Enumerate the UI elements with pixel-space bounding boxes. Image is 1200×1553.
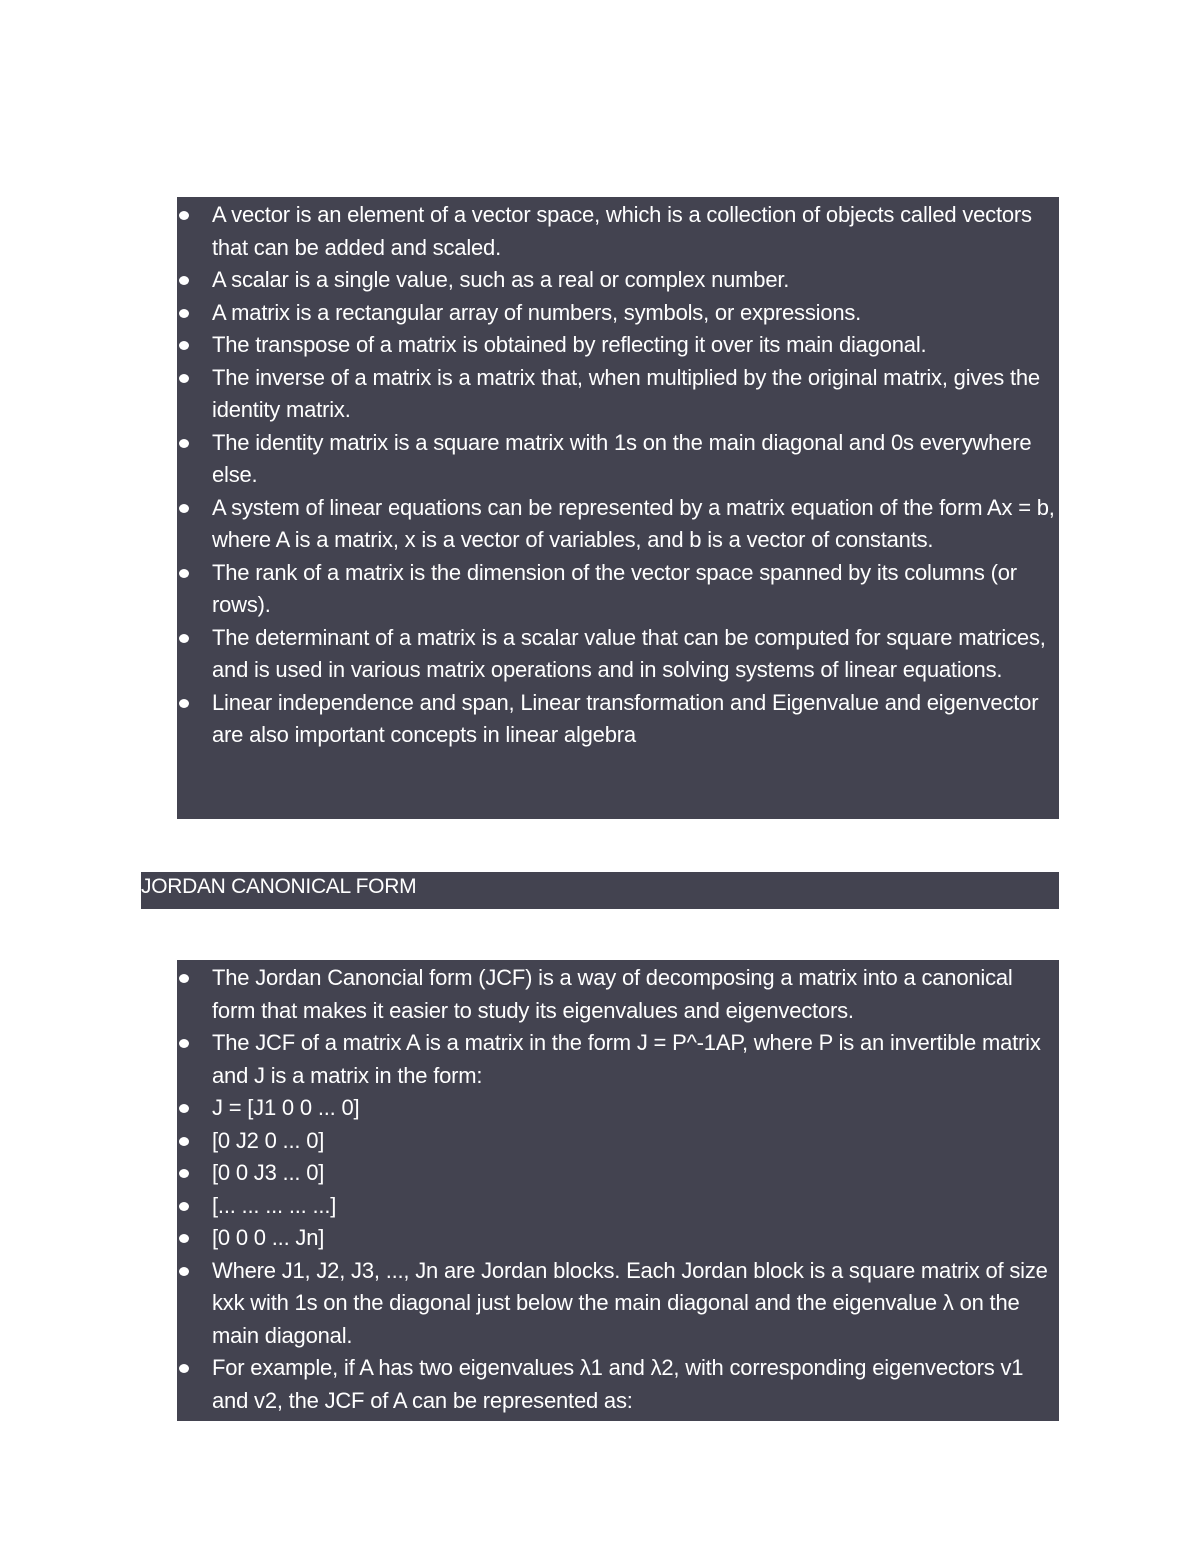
jordan-form-block: [177, 960, 1059, 1421]
list-item: [177, 264, 1059, 297]
list-item: [177, 492, 1059, 557]
definitions-list: [177, 199, 1059, 752]
list-item-text: A vector is an element of a vector space, which is a collection of objects called vectors that can be added and scaled.: [212, 202, 1032, 260]
list-item-text: A scalar is a single value, such as a real or complex number.: [212, 267, 790, 292]
list-item-text: [0 J2 0 ... 0]: [212, 1127, 325, 1153]
list-item: [177, 1255, 1059, 1353]
section-heading: JORDAN CANONICAL FORM: [141, 872, 1059, 909]
list-item-text: Where J1, J2, J3, ..., Jn are Jordan blocks. Each Jordan block is a square matrix of size kxk with 1s on the diagonal just below the main diagonal and the eigenvalue λ on the main diagonal.: [212, 1257, 1048, 1348]
bullet-icon: [179, 309, 189, 318]
bullet-icon: [179, 974, 189, 983]
list-item-text: J = [J1 0 0 ... 0]: [212, 1095, 360, 1120]
list-item: [177, 687, 1059, 752]
list-item-text: The identity matrix is a square matrix with 1s on the main diagonal and 0s everywhere else.: [212, 429, 1032, 487]
list-item-text: [0 0 J3 ... 0]: [212, 1160, 325, 1185]
bullet-icon: [179, 504, 189, 513]
bullet-icon: [179, 1039, 189, 1048]
bullet-icon: [179, 634, 189, 643]
list-item: [177, 1352, 1059, 1417]
bullet-icon: [179, 1364, 189, 1373]
list-item: [177, 329, 1059, 362]
list-item-text: [0 0 0 ... Jn]: [212, 1225, 325, 1250]
bullet-icon: [179, 439, 189, 448]
list-item-text: The inverse of a matrix is a matrix that, when multiplied by the original matrix, gives the identity matrix.: [212, 364, 1040, 422]
list-item: [177, 362, 1059, 427]
bullet-icon: [179, 211, 189, 220]
bullet-icon: [179, 276, 189, 285]
bullet-icon: [179, 1202, 189, 1211]
list-item: [177, 1125, 1059, 1158]
list-item: [177, 557, 1059, 622]
list-item: [177, 427, 1059, 492]
list-item: [177, 199, 1059, 264]
list-item: [177, 1092, 1059, 1125]
list-item-text: For example, if A has two eigenvalues λ1 and λ2, with corresponding eigenvectors v1 and v2, the JCF of A can be represented as:: [212, 1355, 1024, 1413]
bullet-icon: [179, 1137, 189, 1146]
list-item-text: The Jordan Canoncial form (JCF) is a way of decomposing a matrix into a canonical form that makes it easier to study its eigenvalues and eigenvectors.: [212, 965, 1013, 1023]
list-item: [177, 1157, 1059, 1190]
bullet-icon: [179, 1234, 189, 1243]
list-item-text: [... ... ... ... ...]: [212, 1192, 337, 1218]
list-item: [177, 622, 1059, 687]
bullet-icon: [179, 374, 189, 383]
list-item: [177, 1027, 1059, 1092]
list-item-text: The rank of a matrix is the dimension of the vector space spanned by its columns (or rows).: [212, 559, 1017, 617]
list-item: [177, 1190, 1059, 1223]
jordan-form-list: [177, 962, 1059, 1417]
bullet-icon: [179, 569, 189, 578]
list-item-text: The JCF of a matrix A is a matrix in the form J = P^-1AP, where P is an invertible matrix and J is a matrix in the form:: [212, 1030, 1041, 1088]
list-item-text: The determinant of a matrix is a scalar value that can be computed for square matrices, and is used in various matrix operations and in solving systems of linear equations.: [212, 624, 1046, 682]
bullet-icon: [179, 1104, 189, 1113]
bullet-icon: [179, 1267, 189, 1276]
list-item-text: A system of linear equations can be represented by a matrix equation of the form Ax = b, where A is a matrix, x is a vector of variables, and b is a vector of constants.: [212, 494, 1055, 552]
list-item-text: Linear independence and span, Linear transformation and Eigenvalue and eigenvector are also important concepts in linear algebra: [212, 689, 1039, 747]
list-item: [177, 962, 1059, 1027]
list-item-text: A matrix is a rectangular array of numbers, symbols, or expressions.: [212, 299, 862, 325]
bullet-icon: [179, 699, 189, 708]
bullet-icon: [179, 1169, 189, 1178]
list-item-text: The transpose of a matrix is obtained by reflecting it over its main diagonal.: [212, 332, 927, 357]
definitions-block: [177, 197, 1059, 819]
list-item: [177, 1222, 1059, 1255]
list-item: [177, 297, 1059, 330]
bullet-icon: [179, 341, 189, 350]
